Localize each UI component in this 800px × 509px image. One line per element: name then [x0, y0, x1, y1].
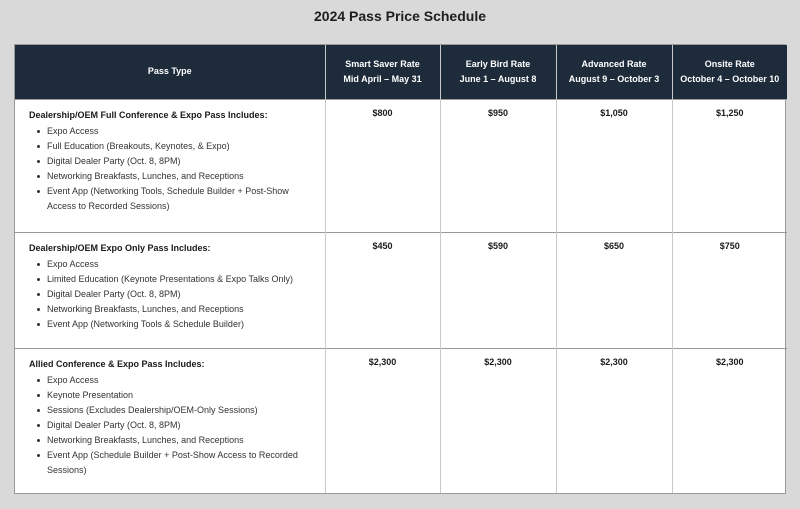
pass-description-cell	[15, 348, 325, 493]
pass-description-cell	[15, 232, 325, 348]
list-item: Event App (Networking Tools & Schedule Builder)	[29, 317, 315, 332]
feature-list	[29, 373, 315, 478]
price-advanced: $650	[603, 240, 625, 251]
list-item: Limited Education (Keynote Presentations & Expo Talks Only)	[29, 272, 315, 287]
list-item: Networking Breakfasts, Lunches, and Receptions	[29, 169, 315, 184]
list-item: Event App (Schedule Builder + Post-Show Access to Recorded Sessions)	[29, 448, 315, 478]
list-item: Expo Access	[29, 124, 315, 139]
rate-name: Smart Saver Rate	[345, 58, 420, 69]
header-onsite-rate	[672, 45, 787, 99]
price-smart-saver: $800	[372, 107, 393, 118]
rate-dates: October 4 – October 10	[680, 73, 780, 84]
rate-name: Onsite Rate	[704, 58, 755, 69]
header-early-bird-rate	[440, 45, 556, 99]
list-item: Sessions (Excludes Dealership/OEM-Only Sessions)	[29, 403, 315, 418]
price-cell	[556, 99, 672, 232]
rate-dates: August 9 – October 3	[568, 73, 660, 84]
rate-name: Advanced Rate	[581, 58, 647, 69]
list-item: Expo Access	[29, 373, 315, 388]
table-row	[15, 232, 787, 348]
price-cell	[672, 99, 787, 232]
pass-title: Dealership/OEM Full Conference & Expo Pass Includes:	[29, 109, 268, 120]
pass-description-cell	[15, 99, 325, 232]
price-smart-saver: $450	[372, 240, 393, 251]
list-item: Digital Dealer Party (Oct. 8, 8PM)	[29, 418, 315, 433]
table-row	[15, 348, 787, 493]
header-pass-type: Pass Type	[15, 45, 325, 99]
list-item: Full Education (Breakouts, Keynotes, & Expo)	[29, 139, 315, 154]
price-cell	[672, 348, 787, 493]
price-early-bird: $2,300	[484, 356, 512, 367]
price-smart-saver: $2,300	[368, 356, 397, 367]
header-advanced-rate	[556, 45, 672, 99]
price-cell	[556, 232, 672, 348]
table-header-row	[15, 45, 787, 99]
price-schedule-table	[14, 44, 786, 494]
list-item: Keynote Presentation	[29, 388, 315, 403]
price-early-bird: $950	[487, 107, 509, 118]
pass-title: Allied Conference & Expo Pass Includes:	[29, 358, 205, 369]
rate-name: Early Bird Rate	[465, 58, 531, 69]
price-early-bird: $590	[487, 240, 509, 251]
list-item: Digital Dealer Party (Oct. 8, 8PM)	[29, 154, 315, 169]
price-cell	[325, 232, 440, 348]
list-item: Event App (Networking Tools, Schedule Builder + Post-Show Access to Recorded Sessions)	[29, 184, 315, 214]
price-cell	[556, 348, 672, 493]
list-item: Networking Breakfasts, Lunches, and Receptions	[29, 302, 315, 317]
rate-dates: Mid April – May 31	[343, 73, 422, 84]
price-onsite: $2,300	[715, 356, 744, 367]
price-onsite: $750	[719, 240, 740, 251]
price-cell	[672, 232, 787, 348]
feature-list	[29, 124, 315, 214]
price-cell	[325, 348, 440, 493]
list-item: Networking Breakfasts, Lunches, and Receptions	[29, 433, 315, 448]
price-cell	[440, 232, 556, 348]
pass-title: Dealership/OEM Expo Only Pass Includes:	[29, 242, 211, 253]
page-title: 2024 Pass Price Schedule	[314, 8, 486, 24]
price-advanced: $2,300	[600, 356, 628, 367]
price-onsite: $1,250	[715, 107, 744, 118]
list-item: Expo Access	[29, 257, 315, 272]
header-smart-saver-rate	[325, 45, 440, 99]
price-cell	[440, 348, 556, 493]
price-cell	[440, 99, 556, 232]
price-cell	[325, 99, 440, 232]
feature-list	[29, 257, 315, 332]
rate-dates: June 1 – August 8	[459, 73, 537, 84]
price-advanced: $1,050	[600, 107, 628, 118]
table-row	[15, 99, 787, 232]
list-item: Digital Dealer Party (Oct. 8, 8PM)	[29, 287, 315, 302]
